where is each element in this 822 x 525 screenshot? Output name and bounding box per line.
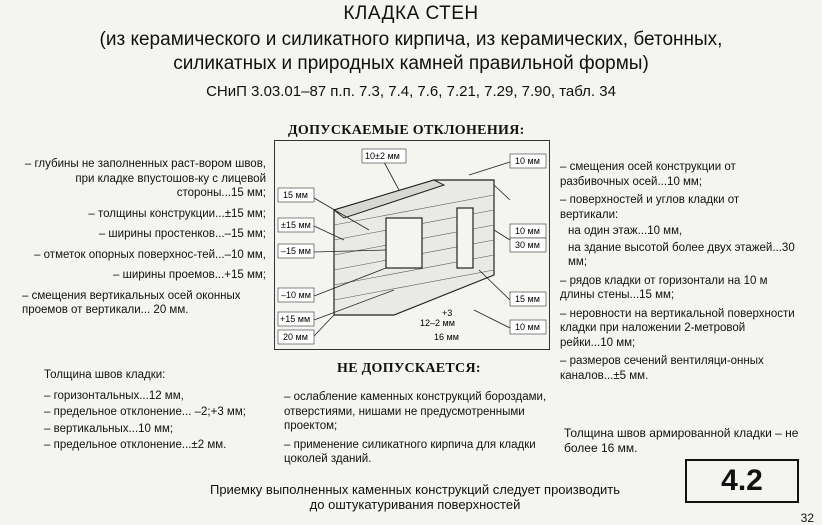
dimension-label: +3 [442, 308, 453, 318]
list-item: – отметок опорных поверхнос-тей...–10 мм, [34, 248, 266, 261]
not-allowed-heading: НЕ ДОПУСКАЕТСЯ: [337, 361, 481, 376]
dimension-label: –10 мм [281, 290, 311, 300]
page-title: КЛАДКА СТЕН [343, 3, 479, 24]
reinforced-note: Толщина швов армированной кладки – не более 16 мм. [564, 426, 799, 455]
list-item: – ширины простенков...–15 мм; [98, 228, 266, 240]
list-item: – рядов кладки от горизонтали на 10 м длины стены...15 мм; [560, 274, 768, 301]
dimension-label: +15 мм [280, 314, 311, 324]
seams-block [44, 368, 274, 455]
left-dimension-labels [278, 188, 314, 344]
list-item: – ширины проемов...+15 мм; [113, 269, 266, 281]
allowed-heading: ДОПУСКАЕМЫЕ ОТКЛОНЕНИЯ: [288, 123, 525, 138]
dimension-label: 10 мм [515, 156, 540, 166]
list-item: – неровности на вертикальной поверхности кладки при наложении 2-метровой рейки...10 мм; [560, 307, 795, 349]
dimension-label: 15 мм [283, 190, 308, 200]
dimension-label: ±15 мм [281, 220, 311, 230]
dimension-label: 10±2 мм [365, 151, 400, 161]
acceptance-line-1: Приемку выполненных каменных конструкций следует производить [209, 482, 621, 497]
list-item: – смещения вертикальных осей оконных проемов от вертикали... 20 мм. [22, 289, 241, 316]
list-item: – глубины не заполненных раст-вором швов, при кладке впустошов-ку с лицевой стороны...15 мм; [24, 158, 266, 199]
right-deviation-list [560, 160, 800, 385]
list-item: – поверхностей и углов кладки от вертикали: [560, 194, 740, 221]
dimension-label: 30 мм [515, 240, 540, 250]
dimension-label: 15 мм [515, 294, 540, 304]
seams-heading: Толщина швов кладки: [44, 369, 166, 381]
list-item: – предельное отклонение... –2;+3 мм; [44, 406, 246, 418]
right-dimension-labels [510, 154, 546, 334]
dimension-label: 10 мм [515, 226, 540, 236]
dimension-label: 20 мм [283, 332, 308, 342]
page-number: 32 [800, 511, 814, 525]
window-opening-2 [457, 208, 473, 268]
window-opening-1 [386, 218, 422, 268]
section-badge: 4.2 [685, 459, 799, 503]
wall-diagram [274, 140, 550, 350]
acceptance-line-2: до оштукатуривания поверхностей [309, 497, 521, 512]
list-item: – вертикальных...10 мм; [44, 422, 174, 435]
list-item: – ослабление каменных конструкций бороздами, отверстиями, нишами не предусмотренными проектом; [284, 391, 547, 432]
list-item: на один этаж...10 мм, [568, 225, 683, 237]
dimension-label: 10 мм [515, 322, 540, 332]
list-item: на здание высотой более двух этажей...30 мм; [568, 241, 795, 268]
subtitle-line-1: (из керамического и силикатного кирпича, из керамических, бетонных, [99, 29, 723, 50]
list-item: – смещения осей конструкции от разбивочных осей...10 мм; [560, 161, 736, 188]
subtitle-line-2: силикатных и природных камней правильной формы) [173, 53, 649, 74]
list-item: – толщины конструкции...±15 мм; [88, 207, 266, 220]
dimension-label: –15 мм [281, 246, 311, 256]
snip-reference: СНиП 3.03.01–87 п.п. 7.3, 7.4, 7.6, 7.21, 7.29, 7.90, табл. 34 [206, 83, 616, 100]
not-allowed-list [284, 390, 552, 469]
list-item: – размеров сечений вентиляци-онных каналов...±5 мм. [560, 355, 764, 382]
list-item: – применение силикатного кирпича для кладки цоколей зданий. [284, 438, 536, 465]
acceptance-note [150, 482, 680, 512]
list-item: – предельное отклонение...±2 мм. [44, 439, 227, 451]
left-deviation-list [10, 157, 266, 320]
list-item: – горизонтальных...12 мм, [44, 389, 184, 402]
dimension-label: 12–2 мм [420, 318, 455, 328]
dimension-label: 16 мм [434, 332, 459, 342]
